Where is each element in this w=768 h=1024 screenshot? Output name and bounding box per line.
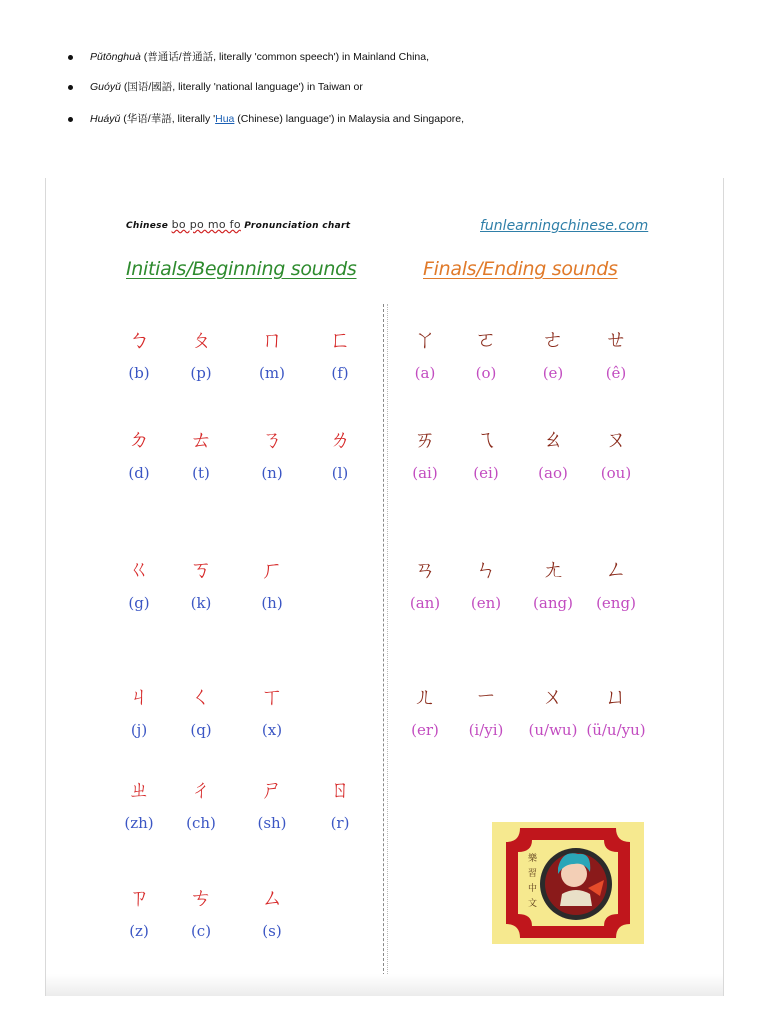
final-symbol: ㄟ <box>474 428 497 453</box>
logo-graphic <box>492 822 644 944</box>
initial-symbol: ㄍ <box>127 558 150 583</box>
initial-pinyin: (z) <box>129 922 149 940</box>
final-symbol: ㄚ <box>413 328 436 353</box>
initial-symbol: ㄎ <box>189 558 212 583</box>
final-symbol: ㄩ <box>604 685 627 710</box>
final-pinyin: (er) <box>411 721 439 739</box>
initial-pinyin: (d) <box>128 464 150 482</box>
initial-pinyin: (j) <box>130 721 148 739</box>
initial-cell <box>171 428 231 482</box>
initial-symbol: ㄆ <box>189 328 212 353</box>
initial-pinyin: (q) <box>190 721 212 739</box>
initial-symbol: ㄖ <box>328 778 351 803</box>
bullet-term: Huáyǔ <box>90 113 121 125</box>
bullet-dot-icon <box>68 117 73 122</box>
initial-pinyin: (r) <box>330 814 350 832</box>
final-cell <box>456 685 516 739</box>
bullet-text <box>90 50 429 64</box>
bullet-dot-icon <box>68 85 73 90</box>
final-pinyin: (u/wu) <box>528 721 578 739</box>
final-symbol: ㄝ <box>604 328 627 353</box>
final-cell <box>523 428 583 482</box>
chart-title-post: Pronunciation chart <box>240 221 351 231</box>
final-cell <box>586 558 646 612</box>
initial-cell <box>109 558 169 612</box>
final-cell <box>395 328 455 382</box>
column-divider-secondary <box>387 304 388 996</box>
initial-pinyin: (p) <box>190 364 212 382</box>
initial-pinyin: (m) <box>259 364 285 382</box>
chart-title-pre: Chinese <box>126 221 172 231</box>
final-pinyin: (a) <box>414 364 436 382</box>
site-watermark: funlearningchinese.com <box>480 218 649 234</box>
final-symbol: ㄦ <box>413 685 436 710</box>
initial-pinyin: (g) <box>128 594 150 612</box>
column-divider <box>383 304 384 996</box>
final-pinyin: (en) <box>470 594 502 612</box>
initial-cell <box>310 328 370 382</box>
final-pinyin: (ou) <box>600 464 632 482</box>
final-pinyin: (e) <box>542 364 564 382</box>
initial-cell <box>310 778 370 832</box>
final-pinyin: (ê) <box>605 364 627 382</box>
final-symbol: ㄜ <box>541 328 564 353</box>
initial-pinyin: (sh) <box>257 814 287 832</box>
chart-bottom-shade <box>46 974 723 996</box>
final-cell <box>456 558 516 612</box>
initial-cell <box>242 886 302 940</box>
final-pinyin: (ang) <box>533 594 573 612</box>
bullet-text <box>90 80 363 94</box>
initial-symbol: ㄑ <box>189 685 212 710</box>
final-symbol: ㄛ <box>474 328 497 353</box>
final-pinyin: (ai) <box>412 464 438 482</box>
final-pinyin: (ü/u/yu) <box>586 721 646 739</box>
final-pinyin: (ei) <box>473 464 499 482</box>
initial-cell <box>242 428 302 482</box>
bullet-rest: (国语/國語, literally 'national language') in Taiwan or <box>120 81 363 93</box>
chart-title <box>126 218 350 231</box>
final-pinyin: (an) <box>409 594 441 612</box>
final-pinyin: (eng) <box>596 594 636 612</box>
final-cell <box>456 428 516 482</box>
initial-pinyin: (zh) <box>124 814 154 832</box>
initial-cell <box>109 778 169 832</box>
initial-symbol: ㄕ <box>260 778 283 803</box>
initial-cell <box>171 778 231 832</box>
initial-pinyin: (t) <box>192 464 210 482</box>
final-cell <box>586 428 646 482</box>
final-cell <box>523 558 583 612</box>
bullet-term: Guóyǔ <box>90 81 121 93</box>
initials-heading: Initials/Beginning sounds <box>126 258 357 280</box>
bopomofo-chart-image <box>45 178 724 996</box>
final-cell <box>395 685 455 739</box>
initial-symbol: ㄋ <box>260 428 283 453</box>
initial-symbol: ㄘ <box>189 886 212 911</box>
initial-pinyin: (x) <box>261 721 283 739</box>
final-symbol: ㄡ <box>604 428 627 453</box>
final-symbol: ㄢ <box>413 558 436 583</box>
initial-pinyin: (k) <box>190 594 212 612</box>
final-cell <box>456 328 516 382</box>
initial-pinyin: (c) <box>190 922 212 940</box>
final-cell <box>523 685 583 739</box>
initial-cell <box>171 685 231 739</box>
chart-title-bpmf: bo po mo fo <box>171 218 241 231</box>
final-symbol: ㄨ <box>541 685 564 710</box>
hua-link[interactable]: Hua <box>215 113 235 125</box>
initial-symbol: ㄈ <box>328 328 351 353</box>
final-symbol: ㄣ <box>474 558 497 583</box>
final-symbol: ㄤ <box>541 558 564 583</box>
final-pinyin: (o) <box>475 364 497 382</box>
initial-cell <box>242 328 302 382</box>
final-cell <box>586 328 646 382</box>
initial-pinyin: (l) <box>331 464 349 482</box>
learn-chinese-logo <box>492 822 644 944</box>
final-symbol: ㄥ <box>604 558 627 583</box>
initial-cell <box>242 778 302 832</box>
final-cell <box>395 558 455 612</box>
initial-pinyin: (n) <box>261 464 283 482</box>
initial-symbol: ㄅ <box>127 328 150 353</box>
initial-symbol: ㄉ <box>127 428 150 453</box>
initial-cell <box>109 428 169 482</box>
initial-symbol: ㄊ <box>189 428 212 453</box>
initial-cell <box>109 685 169 739</box>
initial-cell <box>171 558 231 612</box>
initial-cell <box>242 685 302 739</box>
initial-pinyin: (b) <box>128 364 150 382</box>
bullet-dot-icon <box>68 55 73 60</box>
bullet-term: Pǔtōnghuà <box>90 51 141 63</box>
final-symbol: ㄧ <box>474 685 497 710</box>
final-cell <box>586 685 646 739</box>
initial-cell <box>310 428 370 482</box>
initial-symbol: ㄙ <box>260 886 283 911</box>
bullet-text <box>90 112 464 126</box>
initial-symbol: ㄔ <box>189 778 212 803</box>
bullet-rest: (普通话/普通話, literally 'common speech') in Mainland China, <box>140 51 429 63</box>
final-cell <box>523 328 583 382</box>
initial-symbol: ㄗ <box>127 886 150 911</box>
initial-pinyin: (f) <box>331 364 349 382</box>
final-cell <box>395 428 455 482</box>
initial-cell <box>171 886 231 940</box>
initial-symbol: ㄐ <box>127 685 150 710</box>
initial-cell <box>109 328 169 382</box>
initial-symbol: ㄌ <box>328 428 351 453</box>
finals-heading: Finals/Ending sounds <box>423 258 618 280</box>
initial-pinyin: (h) <box>261 594 283 612</box>
initial-symbol: ㄒ <box>260 685 283 710</box>
initial-cell <box>109 886 169 940</box>
final-symbol: ㄠ <box>541 428 564 453</box>
initial-pinyin: (s) <box>262 922 282 940</box>
final-symbol: ㄞ <box>413 428 436 453</box>
initial-symbol: ㄇ <box>260 328 283 353</box>
initial-symbol: ㄏ <box>260 558 283 583</box>
initial-cell <box>242 558 302 612</box>
final-pinyin: (ao) <box>538 464 568 482</box>
initial-pinyin: (ch) <box>186 814 216 832</box>
bullet-rest-post: (Chinese) language') in Malaysia and Singapore, <box>234 113 465 125</box>
bullet-rest-pre: (华语/華語, literally ' <box>120 113 216 125</box>
initial-cell <box>171 328 231 382</box>
final-pinyin: (i/yi) <box>468 721 504 739</box>
initial-symbol: ㄓ <box>127 778 150 803</box>
logo-text: 樂 習 中 文 <box>528 854 538 909</box>
